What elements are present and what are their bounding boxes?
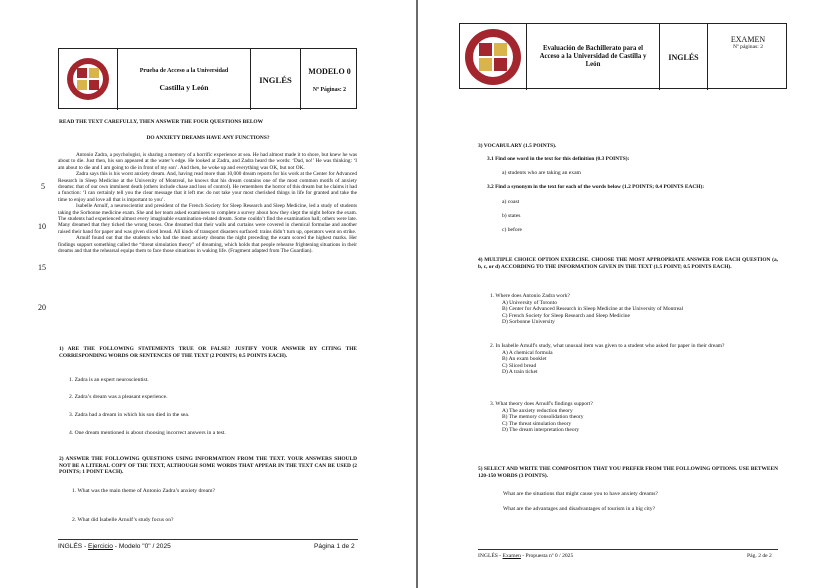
mc-option: C) Sliced bread	[502, 362, 537, 369]
region-name: Castilla y León	[159, 83, 209, 92]
mc-option: D) Sorbonne University	[502, 319, 555, 326]
footer-link[interactable]: Ejercicio	[88, 543, 113, 550]
university-seal-icon	[65, 55, 111, 103]
exam-title-cell	[526, 24, 659, 90]
mc-question-text: 1. Where does Antonio Zadra work?	[490, 293, 570, 299]
page-number: Página 1 de 2	[314, 543, 355, 550]
footer-rule	[58, 539, 358, 540]
q3-sub2-item: c) before	[502, 227, 523, 233]
subject-name: INGLÉS	[668, 52, 699, 62]
footer-model: - Modelo "0" / 2025	[112, 543, 171, 550]
line-number: 20	[38, 303, 46, 312]
paragraph: Antonio Zadra, a psychologist, is sharing a memory of a horrific experience at sea. He had almost made it to shore, but knew he was about to die. Just then, his son appeared at the water’s edge. He looked at Zadra, and Zadra heard the words: ‘Dad, no!’ He was thinking: ‘I am about to die and I am going to die in front of my son’. And then, he woke up and everything was OK, but not OK.	[58, 152, 357, 171]
mc-options	[490, 408, 780, 434]
reading-title: DO ANXIETY DREAMS HAVE ANY FUNCTIONS?	[146, 135, 270, 141]
q1-item: 2. Zadra’s dream was a pleasant experience.	[69, 394, 168, 400]
subject-name: INGLÉS	[259, 74, 292, 85]
footer-subject: INGLÉS -	[58, 543, 89, 550]
exam-cell	[707, 24, 788, 90]
footer-left	[478, 553, 573, 559]
footer-left	[58, 543, 171, 550]
mc-option: A) University of Toronto	[502, 299, 557, 306]
q3-sub1-item: a) students who are taking an exam	[502, 170, 581, 176]
mc-option: C) The threat simulation theory	[502, 420, 572, 427]
q1-item: 3. Zadra had a dream in which his son died in the sea.	[69, 412, 190, 418]
reading-instruction: READ THE TEXT CAREFULLY, THEN ANSWER THE FOUR QUESTIONS BELOW	[59, 119, 264, 125]
q2-heading: 2) ANSWER THE FOLLOWING QUESTIONS USING INFORMATION FROM THE TEXT. YOUR ANSWERS SHOULD NOT BE A LITERAL COPY OF THE TEXT, ALTHOUGH SOME WORDS THAT APPEAR IN THE TEXT CAN BE USED (2 POINTS; 1 POINT EACH).	[59, 456, 357, 476]
mc-option: D) The dream interpretation theory	[502, 427, 580, 434]
exam-header	[459, 23, 787, 89]
paragraph: Zadra says this is his worst anxiety dream. And, having read more than 10,000 dream reports for his work at the Center for Advanced Research in Sleep Medicine at the University of Montreal, he knows that his dream contains one of the most common motifs of anxiety dreams: that of our own imminent death (others include chase and loss of control). He remembers the horror of this dream but he claims it had a function: ‘I can certainly tell you the clear message that it left me: do not take your most cherished things in life for granted and take the time to enjoy and love all that is important to you’.	[58, 171, 357, 203]
page-count: Nº páginas: 2	[732, 44, 763, 50]
mc-question-text: 3. What theory does Arnulf's findings support?	[490, 401, 593, 407]
mc-option: D) A train ticket	[502, 369, 538, 376]
q3-sub2-item: b) states	[502, 213, 521, 219]
q1-heading: 1) ARE THE FOLLOWING STATEMENTS TRUE OR FALSE? JUSTIFY YOUR ANSWER BY CITING THE CORRESPONDING WORDS OR SENTENCES OF THE TEXT (2 POINTS; 0.5 POINTS EACH).	[59, 346, 357, 359]
exam-page-1	[0, 0, 416, 588]
q3-heading: 3) VOCABULARY (1.5 POINTS).	[478, 143, 557, 149]
exam-label: EXAMEN	[730, 35, 766, 44]
exam-page-2	[418, 0, 834, 588]
exam-title: Evaluación de Bachillerato para el Acceso a la Universidad de Castilla y León	[539, 45, 647, 68]
q1-item: 1. Zadra is an expert neuroscientist.	[69, 377, 149, 383]
mc-option: A) A chemical formula	[502, 349, 553, 356]
mc-question	[490, 343, 780, 376]
mc-options	[490, 350, 780, 376]
mc-question-text: 2. In Isabelle Arnulf's study, what unusual item was given to a student who asked for paper in their dream?	[490, 343, 725, 349]
mc-option: B) Center for Advanced Research in Sleep Medicine at the University of Montreal	[502, 306, 684, 313]
model-cell	[300, 49, 358, 110]
mc-options	[490, 300, 780, 326]
q2-item: 2. What did Isabelle Arnulf’s study focus on?	[72, 517, 174, 523]
line-number: 5	[41, 182, 45, 191]
footer-rule	[478, 549, 778, 550]
q5-heading: 5) SELECT AND WRITE THE COMPOSITION THAT YOU PREFER FROM THE FOLLOWING OPTIONS. USE BETWEEN 120-150 WORDS (3 POINTS).	[478, 466, 778, 479]
paragraph: Arnulf found out that the students who had the most anxiety dreams the night preceding the exam scored the highest marks. Her findings support something called the “threat simulation theory” of dreaming, which holds that people rehearse frightening situations in their dreams and that the rehearsal equips them to face those situations in waking life. (Fragment adapted from The Guardian).	[58, 235, 357, 255]
paragraph: Isabelle Arnulf, a neuroscientist and president of the French Society for Sleep Research and Sleep Medicine, led a study of students taking the Sorbonne medicine exam. She and her team asked examinees to complete a survey about how they slept the night before the exam. The students had experienced almost every imaginable examination-related dream. Some couldn’t find the examination hall; others were late. Many dreamed that they ticked the wrong boxes. One dreamed that their walls and curtains were covered in chemical formulae and another raised their hand for paper and was given sliced bread. All kinds of transport disasters surfaced: trains didn’t turn up, operators went on strike.	[58, 203, 357, 235]
footer-proposal: - Propuesta nº 0 / 2025	[520, 553, 574, 559]
q3-sub2: 3.2 Find a synonym in the text for each of the words below (1.2 POINTS; 0.4 POINTS EACH):	[487, 184, 705, 190]
university-seal-icon	[464, 27, 522, 87]
reading-passage	[58, 152, 357, 255]
q5-option: What are the situations that might cause you to have anxiety dreams?	[503, 491, 658, 497]
footer-subject: INGLÉS -	[478, 553, 503, 559]
line-number: 10	[38, 222, 46, 231]
q3-sub1: 3.1 Find one word in the text for this definition (0.3 POINTS):	[487, 156, 630, 162]
model-label: MODELO 0	[308, 66, 351, 76]
footer-link[interactable]: Examen	[502, 553, 521, 559]
line-number: 15	[38, 263, 46, 272]
mc-option: B) The memory consolidation theory	[502, 414, 584, 421]
subject-cell	[250, 49, 300, 110]
subject-cell	[659, 24, 707, 90]
exam-title-cell	[117, 49, 250, 110]
page-count: Nº Páginas: 2	[312, 86, 347, 93]
q2-item: 1. What was the main theme of Antonio Zadra’s anxiety dream?	[72, 488, 215, 494]
q4-heading: 4) MULTIPLE CHOICE OPTION EXERCISE. CHOOSE THE MOST APPROPRIATE ANSWER FOR EACH QUESTION (a, b, c, or d) ACCORDING TO THE INFORMATION GIVEN IN THE TEXT (1.5 POINT; 0.5 POINTS EACH).	[478, 257, 778, 270]
q3-sub2-item: a) coast	[502, 199, 520, 205]
mc-option: C) French Society for Sleep Research and Sleep Medicine	[502, 312, 630, 319]
page-number: Pág. 2 de 2	[747, 553, 772, 559]
mc-option: B) An exam booklet	[502, 356, 547, 363]
mc-question	[490, 293, 780, 326]
q5-option: What are the advantages and disadvantages of tourism in a big city?	[503, 506, 656, 512]
q1-item: 4. One dream mentioned is about choosing incorrect answers in a test.	[69, 430, 226, 436]
exam-title: Prueba de Acceso a la Universidad	[139, 67, 229, 74]
exam-header	[58, 48, 357, 109]
mc-option: A) The anxiety reduction theory	[502, 407, 573, 414]
mc-question	[490, 401, 780, 434]
